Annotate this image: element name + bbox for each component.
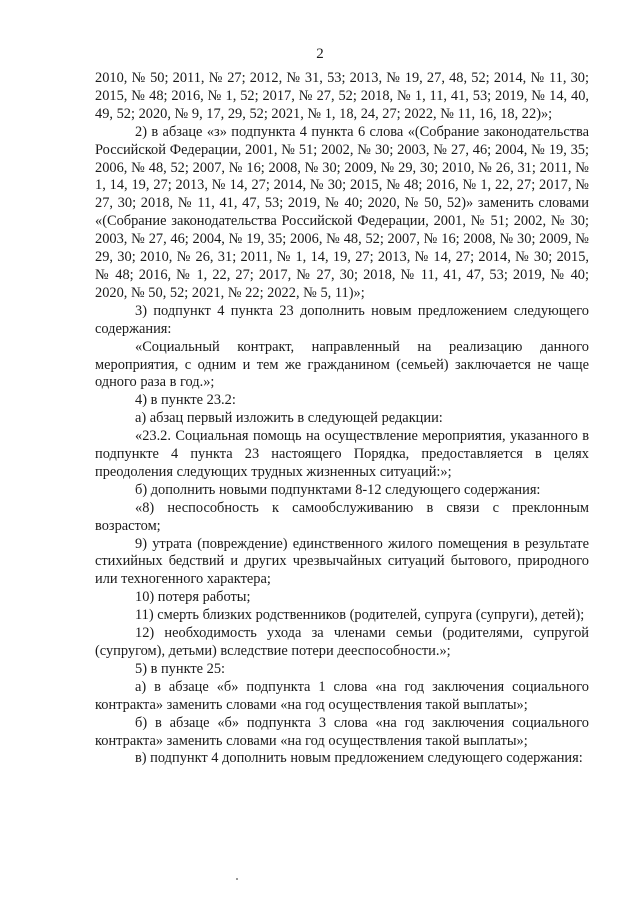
paragraph: б) в абзаце «б» подпункта 3 слова «на год заключения социального контракта» заменить словами «на год осуществления такой выплаты»;	[95, 714, 589, 749]
paragraph: в) подпункт 4 дополнить новым предложением следующего содержания:	[135, 750, 583, 767]
page-number: 2	[316, 46, 324, 62]
paragraph: 5) в пункте 25:	[135, 660, 226, 677]
document-body	[95, 70, 589, 768]
scan-speck	[236, 878, 238, 880]
paragraph: 9) утрата (повреждение) единственного жилого помещения в результате стихийных бедствий и других чрезвычайных ситуаций бытового, природного или техногенного характера;	[95, 535, 589, 588]
paragraph: 2010, № 50; 2011, № 27; 2012, № 31, 53; 2013, № 19, 27, 48, 52; 2014, № 11, 30; 2015, № 48; 2016, № 1, 52; 2017, № 27, 52; 2018, № 1, 11, 41, 53; 2019, № 14, 40, 49, 52; 2020, № 9, 17, 29, 52; 2021, № 1, 18, 24, 27; 2022, № 11, 16, 18, 22)»;	[95, 70, 589, 122]
paragraph: 11) смерть близких родственников (родителей, супруга (супруги), детей);	[135, 607, 585, 624]
paragraph: «23.2. Социальная помощь на осуществление мероприятия, указанного в подпункте 4 пункта 23 настоящего Порядка, предоставляется в целях преодоления следующих трудных жизненных ситуаций:»;	[95, 428, 589, 480]
paragraph: б) дополнить новыми подпунктами 8-12 следующего содержания:	[135, 481, 541, 498]
paragraph: 3) подпункт 4 пункта 23 дополнить новым предложением следующего содержания:	[95, 302, 589, 337]
paragraph: «8) неспособность к самообслуживанию в связи с преклонным возрастом;	[95, 499, 589, 534]
paragraph: а) в абзаце «б» подпункта 1 слова «на год заключения социального контракта» заменить словами «на год осуществления такой выплаты»;	[95, 678, 589, 713]
paragraph: 2) в абзаце «з» подпункта 4 пункта 6 слова «(Собрание законодательства Российской Федерации, 2001, № 51; 2002, № 30; 2003, № 27, 46; 2004, № 19, 35; 2006, № 48, 52; 2007, № 16; 2008, № 30; 2009, № 29, 30; 2010, № 26, 31; 2011, № 1, 14, 19, 27; 2013, № 14, 27; 2014, № 30; 2015, № 48; 2016, № 1, 22, 27; 2017, № 27, 30; 2018, № 11, 41, 47, 53; 2019, № 40; 2020, № 50, 52)» заменить словами «(Собрание законодательства Российской Федерации, 2001, № 51; 2002, № 30; 2003, № 27, 46; 2004, № 19, 35; 2006, № 48, 52; 2007, № 16; 2008, № 30; 2009, № 29, 30; 2010, № 26, 31; 2011, № 1, 14, 19, 27; 2013, № 14, 27; 2014, № 30; 2015, № 48; 2016, № 1, 22, 27; 2017, № 27, 30; 2018, № 11, 41, 47, 53; 2019, № 40; 2020, № 50, 52; 2021, № 22; 2022, № 5, 11)»;	[95, 123, 589, 301]
paragraph: а) абзац первый изложить в следующей редакции:	[135, 410, 443, 427]
paragraph: 4) в пункте 23.2:	[135, 392, 236, 409]
paragraph: «Социальный контракт, направленный на реализацию данного мероприятия, с одним и тем же гражданином (семьей) заключается не чаще одного раза в год.»;	[95, 338, 589, 391]
paragraph: 12) необходимость ухода за членами семьи (родителями, супругой (супругом), детьми) вследствие потери дееспособности.»;	[95, 625, 589, 659]
paragraph: 10) потеря работы;	[135, 589, 251, 606]
